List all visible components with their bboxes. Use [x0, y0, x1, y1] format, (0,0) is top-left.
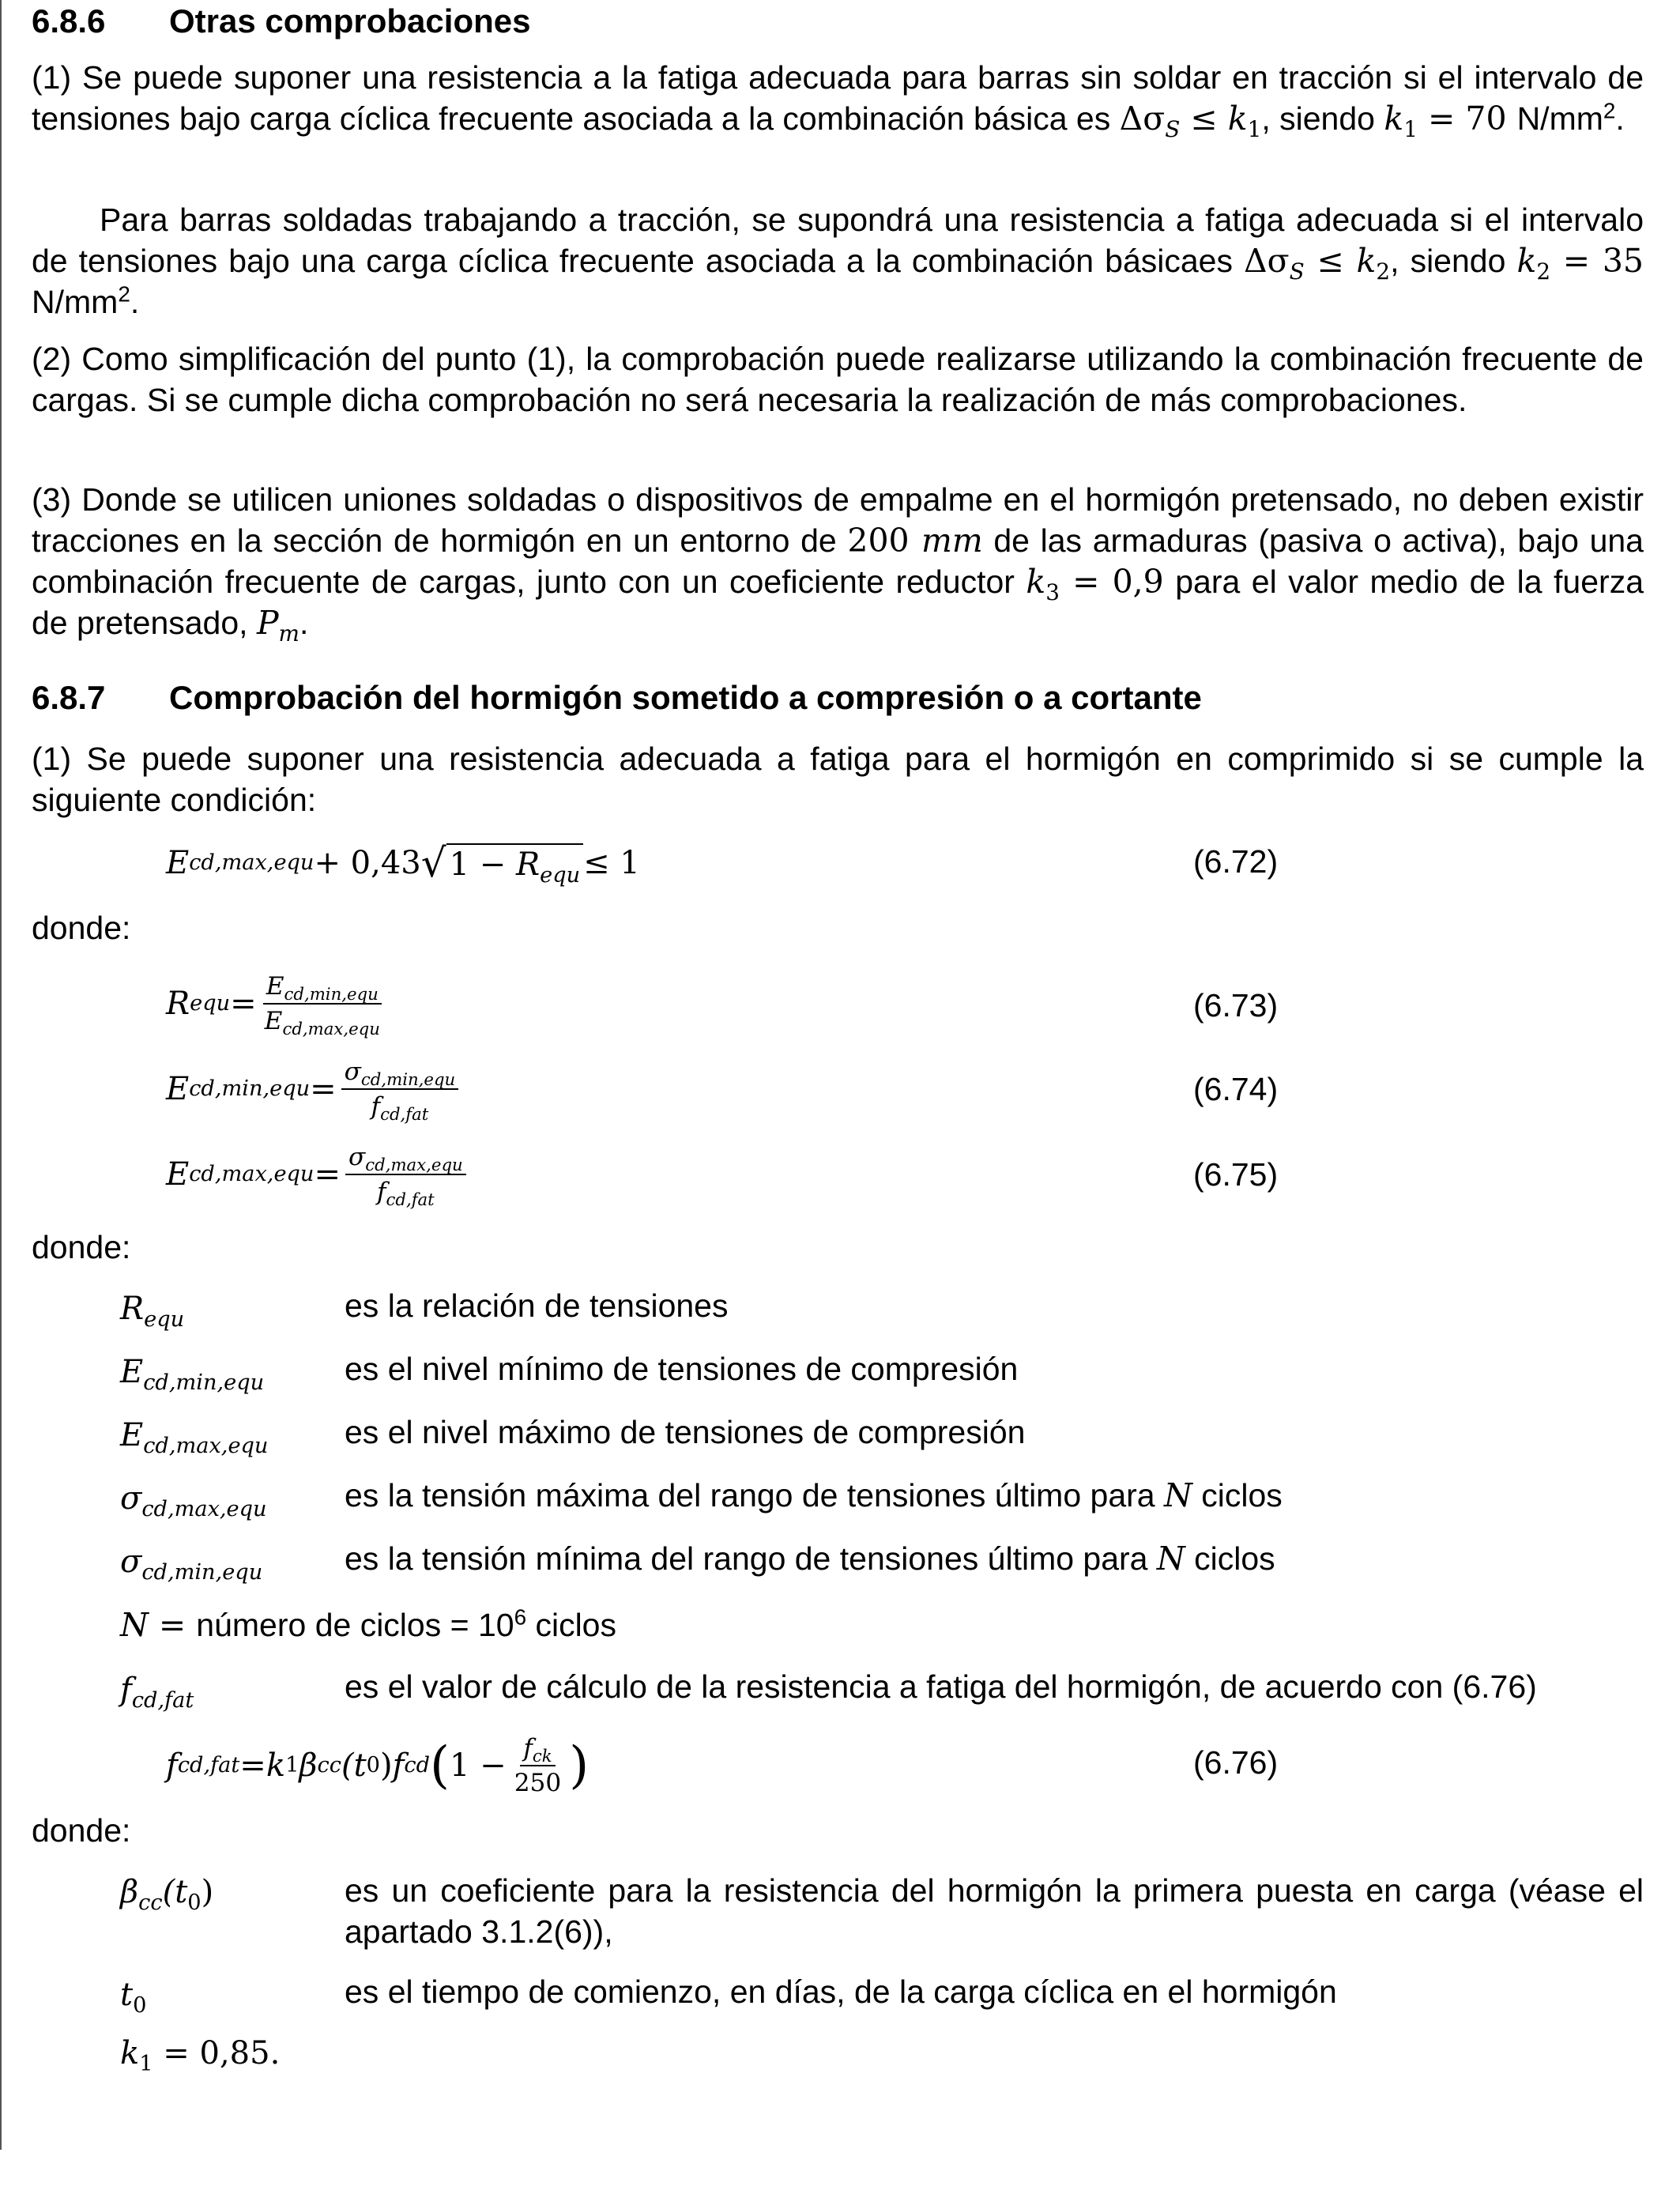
equation-6-75: E cd,max,equ = $\frac{\sigma_{cd,max,equ}}{f_{cd,fat}}$ — [166, 1135, 471, 1214]
square-root: √ $1 - R_{equ}$ — [421, 843, 583, 883]
fraction: $\frac{\sigma_{cd,min,equ}}{f_{cd,fat}}$ — [341, 1057, 459, 1121]
left-margin-rule — [0, 0, 2, 2150]
pm-symbol: $P_m$ — [256, 604, 299, 647]
section-number: 6.8.6 — [32, 2, 106, 40]
def-symbol-ecdmin: $E_{cd,min,equ}$ — [120, 1354, 265, 1395]
fraction: $\frac{E_{cd,min,equ}}{E_{cd,max,equ}}$ — [264, 972, 380, 1040]
k3-symbol: $k_3 = 0,9$ — [1026, 563, 1164, 606]
def-text: es el tiempo de comienzo, en días, de la carga cíclica en el hormigón — [345, 1973, 1337, 2010]
def-text: es el nivel máximo de tensiones de compresión — [345, 1414, 1026, 1450]
equation-6-76: f cd,fat = k 1 β cc (t 0 ) f cd ( 1 − $\frac{f_{ck}}{250}$ ) — [166, 1734, 590, 1797]
donde-label: donde: — [32, 1229, 131, 1265]
equation-6-74: E cd,min,equ = $\frac{\sigma_{cd,min,equ}}{f_{cd,fat}}$ — [166, 1050, 463, 1129]
def-symbol-sigmamin: $\sigma_{cd,min,equ}$ — [120, 1544, 263, 1585]
equation-6-72: E cd,max,equ + 0,43 √ $1 - R_{equ}$ ≤ 1 — [166, 840, 640, 888]
n-cycles-line: N = número de ciclos = $10^6$ ciclos — [120, 1604, 616, 1644]
k2-symbol: $k_2 = 35$ — [1516, 242, 1644, 285]
section-heading-687 — [32, 678, 1202, 718]
equation-6-73: R equ = $\frac{E_{cd,min,equ}}{E_{cd,max,equ}}$ — [166, 964, 388, 1043]
donde-label: donde: — [32, 910, 131, 946]
paragraph-687-1: (1) Se puede suponer una resistencia adecuada a fatiga para el hormigón en comprimido si se cumple la siguiente condición: — [32, 741, 1644, 818]
def-text: es la relación de tensiones — [345, 1287, 729, 1324]
equation-number: (6.72) — [1193, 843, 1279, 880]
def-symbol-ecdmax: $E_{cd,max,equ}$ — [120, 1417, 269, 1458]
k1-value-line: $k_1 = 0,85$. — [120, 2035, 281, 2076]
def-text: es un coeficiente para la resistencia del hormigón la primera puesta en carga (véase el apartado 3.1.2(6)), — [345, 1872, 1644, 1950]
def-symbol-betacc: $\beta_{cc}(t_0)$ — [120, 1874, 214, 1915]
paragraph-686-3: (3) Donde se utilicen uniones soldadas o dispositivos de empalme en el hormigón pretensado, no deben existir tracciones en la sección de hormigón en un entorno de 200 mm de las armaduras (pasiva o activa), bajo una combinación frecuente de cargas, junto con un coeficiente reductor $k_3 = 0,9$ para el valor medio de la fuerza de pretensado, $P_m$. — [32, 481, 1644, 647]
donde-label: donde: — [32, 1812, 131, 1849]
section-number: 6.8.7 — [32, 679, 106, 716]
section-heading-686 — [32, 2, 530, 41]
section-title: Otras comprobaciones — [169, 2, 531, 40]
delta-sigma-s: $\Delta\sigma_S \le k_2$ — [1244, 242, 1391, 285]
fraction: $\frac{f_{ck}}{250}$ — [514, 1734, 562, 1797]
k1-symbol: $k_1 = 70$ — [1384, 100, 1517, 143]
equation-number: (6.74) — [1193, 1071, 1279, 1107]
paragraph-686-1: (1) Se puede suponer una resistencia a la fatiga adecuada para barras sin soldar en tracción si el intervalo de tensiones bajo carga cíclica frecuente asociada a la combinación básica es $\Delta\sigma_S \le k_1$, siendo $k_1 = 70$ $N/mm^2$. — [32, 59, 1644, 143]
def-text: es la tensión mínima del rango de tensiones último para N ciclos — [345, 1540, 1275, 1578]
def-symbol-requ: $R_{equ}$ — [120, 1291, 185, 1332]
fraction: $\frac{\sigma_{cd,max,equ}}{f_{cd,fat}}$ — [345, 1143, 466, 1206]
delta-sigma-s: $\Delta\sigma_S \le k_1$ — [1119, 100, 1262, 143]
def-text: es el nivel mínimo de tensiones de compresión — [345, 1351, 1019, 1387]
equation-number: (6.76) — [1193, 1744, 1279, 1781]
def-text: es el valor de cálculo de la resistencia a fatiga del hormigón, de acuerdo con (6.76) — [345, 1668, 1537, 1705]
def-symbol-fcdfat: $f_{cd,fat}$ — [120, 1672, 194, 1713]
equation-number: (6.73) — [1193, 987, 1279, 1023]
section-title: Comprobación del hormigón sometido a compresión o a cortante — [169, 679, 1202, 716]
equation-number: (6.75) — [1193, 1156, 1279, 1193]
paragraph-686-1b: Para barras soldadas trabajando a tracción, se supondrá una resistencia a fatiga adecuada si el intervalo de tensiones bajo una carga cíclica frecuente asociada a la combinación básicaes $\Delta\sigma_S \le k_2$, siendo $k_2 = 35$ $N/mm^2$. — [32, 202, 1644, 320]
def-symbol-sigmamax: $\sigma_{cd,max,equ}$ — [120, 1480, 267, 1521]
paragraph-686-2: (2) Como simplificación del punto (1), la comprobación puede realizarse utilizando la combinación frecuente de cargas. Si se cumple dicha comprobación no será necesaria la realización de más comprobaciones. — [32, 341, 1644, 418]
def-symbol-t0: $t_0$ — [120, 1977, 147, 2018]
def-text: es la tensión máxima del rango de tensiones último para N ciclos — [345, 1476, 1283, 1514]
